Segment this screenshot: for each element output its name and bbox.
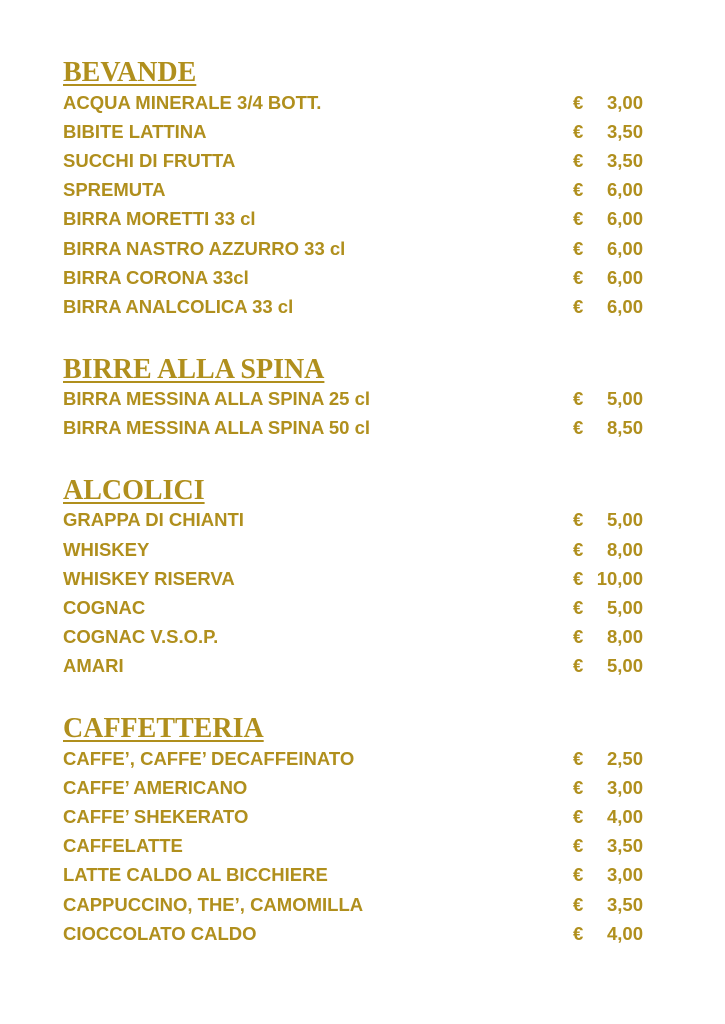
price-amount: 3,50 xyxy=(606,835,643,857)
price-amount: 5,00 xyxy=(606,655,643,677)
price-amount: 6,00 xyxy=(606,208,643,230)
currency-symbol: € xyxy=(573,893,584,915)
item-name: ACQUA MINERALE 3/4 BOTT. xyxy=(63,91,322,113)
currency-symbol: € xyxy=(573,179,584,201)
menu-item xyxy=(63,414,643,443)
item-name: COGNAC xyxy=(63,597,146,619)
menu-item xyxy=(63,506,643,535)
currency-symbol: € xyxy=(573,626,584,648)
price-amount: 8,00 xyxy=(606,626,643,648)
item-price xyxy=(573,150,643,172)
item-price xyxy=(573,597,643,619)
item-name: CAPPUCCINO, THE’, CAMOMILLA xyxy=(63,893,364,915)
item-name: BIRRA CORONA 33cl xyxy=(63,266,249,288)
item-name: LATTE CALDO AL BICCHIERE xyxy=(63,864,328,886)
price-amount: 3,00 xyxy=(606,864,643,886)
price-amount: 3,00 xyxy=(606,776,643,798)
item-price xyxy=(573,208,643,230)
price-amount: 3,50 xyxy=(606,893,643,915)
currency-symbol: € xyxy=(573,805,584,827)
item-name: CAFFE’ SHEKERATO xyxy=(63,805,249,827)
item-price xyxy=(573,894,643,916)
currency-symbol: € xyxy=(573,509,584,531)
item-price xyxy=(573,806,643,828)
price-amount: 8,50 xyxy=(606,417,643,439)
section-title: CAFFETTERIA xyxy=(63,713,264,744)
price-amount: 3,50 xyxy=(606,120,643,142)
item-name: BIRRA MESSINA ALLA SPINA 25 cl xyxy=(63,388,371,410)
price-amount: 3,00 xyxy=(606,91,643,113)
item-price xyxy=(573,835,643,857)
item-price xyxy=(573,238,643,260)
currency-symbol: € xyxy=(573,295,584,317)
menu-item xyxy=(63,832,643,861)
price-amount: 8,00 xyxy=(606,538,643,560)
currency-symbol: € xyxy=(573,538,584,560)
currency-symbol: € xyxy=(573,208,584,230)
item-name: GRAPPA DI CHIANTI xyxy=(63,509,244,531)
currency-symbol: € xyxy=(573,776,584,798)
menu-item xyxy=(63,773,643,802)
price-amount: 4,00 xyxy=(606,922,643,944)
currency-symbol: € xyxy=(573,835,584,857)
item-name: BIRRA ANALCOLICA 33 cl xyxy=(63,295,294,317)
menu-item xyxy=(63,919,643,948)
item-price xyxy=(573,267,643,289)
item-price xyxy=(573,388,643,410)
currency-symbol: € xyxy=(573,417,584,439)
item-price xyxy=(573,626,643,648)
menu-item xyxy=(63,744,643,773)
menu-item xyxy=(63,176,643,205)
price-amount: 6,00 xyxy=(606,295,643,317)
item-name: SPREMUTA xyxy=(63,179,166,201)
item-name: CIOCCOLATO CALDO xyxy=(63,922,257,944)
section-bevande xyxy=(63,58,643,322)
price-amount: 10,00 xyxy=(596,567,643,589)
item-name: CAFFE’ AMERICANO xyxy=(63,776,248,798)
menu xyxy=(63,58,643,948)
currency-symbol: € xyxy=(573,567,584,589)
currency-symbol: € xyxy=(573,864,584,886)
currency-symbol: € xyxy=(573,655,584,677)
section-caffetteria xyxy=(63,714,643,948)
currency-symbol: € xyxy=(573,149,584,171)
menu-item xyxy=(63,593,643,622)
menu-item xyxy=(63,146,643,175)
price-amount: 6,00 xyxy=(606,266,643,288)
item-name: COGNAC V.S.O.P. xyxy=(63,626,219,648)
menu-item xyxy=(63,623,643,652)
item-price xyxy=(573,655,643,677)
item-name: BIBITE LATTINA xyxy=(63,120,207,142)
currency-symbol: € xyxy=(573,237,584,259)
item-price xyxy=(573,509,643,531)
menu-item xyxy=(63,263,643,292)
price-amount: 2,50 xyxy=(606,747,643,769)
currency-symbol: € xyxy=(573,91,584,113)
section-birre-alla-spina xyxy=(63,355,643,443)
item-price xyxy=(573,777,643,799)
section-alcolici xyxy=(63,476,643,681)
price-amount: 5,00 xyxy=(606,509,643,531)
menu-item xyxy=(63,535,643,564)
item-price xyxy=(573,121,643,143)
menu-item xyxy=(63,861,643,890)
section-title: BEVANDE xyxy=(63,57,197,88)
menu-item xyxy=(63,292,643,321)
item-price xyxy=(573,748,643,770)
item-price xyxy=(573,92,643,114)
currency-symbol: € xyxy=(573,747,584,769)
menu-item xyxy=(63,234,643,263)
menu-item xyxy=(63,88,643,117)
item-price xyxy=(573,864,643,886)
price-amount: 3,50 xyxy=(606,149,643,171)
item-name: BIRRA MESSINA ALLA SPINA 50 cl xyxy=(63,417,371,439)
menu-item xyxy=(63,890,643,919)
item-name: WHISKEY xyxy=(63,538,150,560)
menu-item xyxy=(63,802,643,831)
item-price xyxy=(573,568,643,590)
item-name: CAFFE’, CAFFE’ DECAFFEINATO xyxy=(63,747,355,769)
item-name: BIRRA MORETTI 33 cl xyxy=(63,208,256,230)
menu-item xyxy=(63,385,643,414)
currency-symbol: € xyxy=(573,597,584,619)
item-price xyxy=(573,923,643,945)
item-price xyxy=(573,296,643,318)
menu-item xyxy=(63,117,643,146)
item-price xyxy=(573,539,643,561)
menu-item xyxy=(63,652,643,681)
currency-symbol: € xyxy=(573,266,584,288)
price-amount: 5,00 xyxy=(606,597,643,619)
item-price xyxy=(573,179,643,201)
item-name: SUCCHI DI FRUTTA xyxy=(63,149,236,171)
section-title: BIRRE ALLA SPINA xyxy=(63,353,325,385)
item-name: CAFFELATTE xyxy=(63,835,183,857)
currency-symbol: € xyxy=(573,388,584,410)
price-amount: 5,00 xyxy=(606,388,643,410)
item-name: AMARI xyxy=(63,655,124,677)
currency-symbol: € xyxy=(573,922,584,944)
section-title: ALCOLICI xyxy=(63,474,205,506)
price-amount: 6,00 xyxy=(606,179,643,201)
price-amount: 4,00 xyxy=(606,805,643,827)
menu-item xyxy=(63,564,643,593)
currency-symbol: € xyxy=(573,120,584,142)
menu-item xyxy=(63,205,643,234)
item-price xyxy=(573,417,643,439)
price-amount: 6,00 xyxy=(606,237,643,259)
item-name: BIRRA NASTRO AZZURRO 33 cl xyxy=(63,237,346,259)
item-name: WHISKEY RISERVA xyxy=(63,567,235,589)
